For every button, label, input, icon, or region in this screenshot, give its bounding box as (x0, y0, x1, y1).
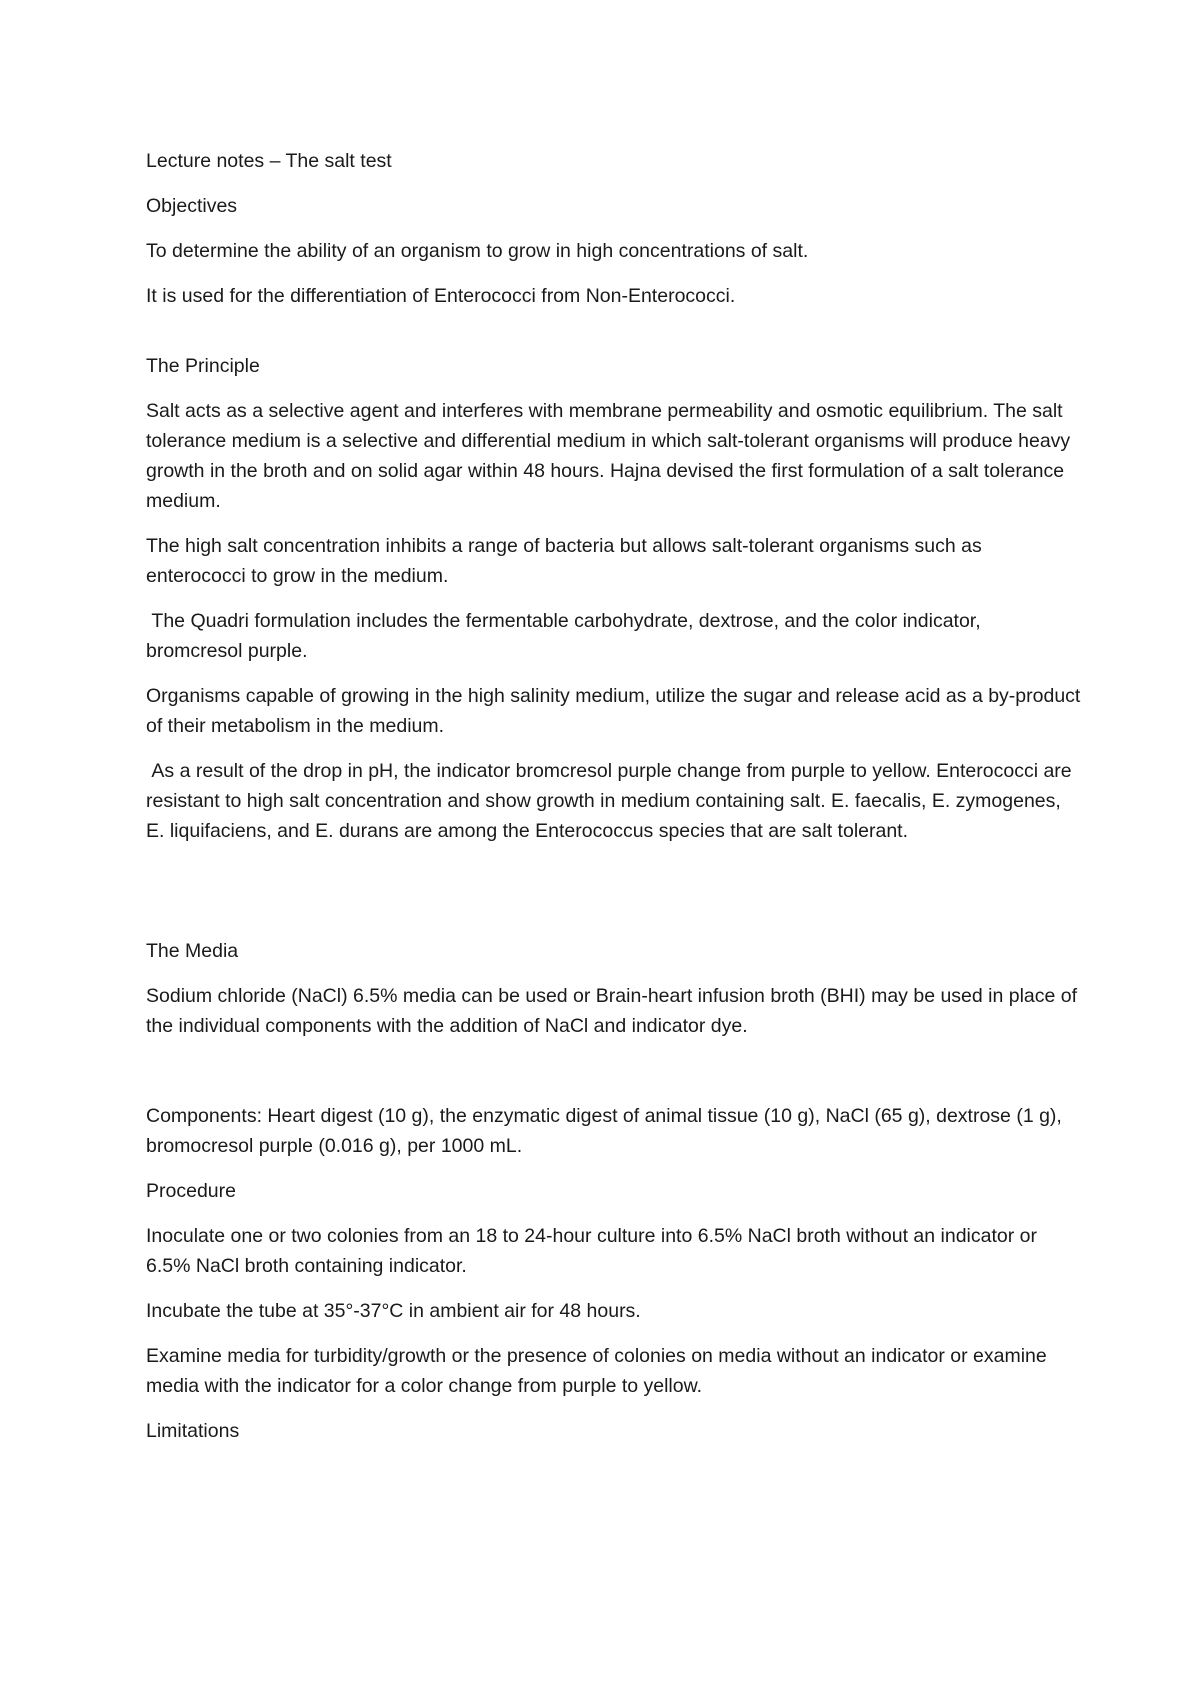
document-title: Lecture notes – The salt test (146, 150, 392, 172)
procedure-step-2: Incubate the tube at 35°-37°C in ambient air for 48 hours. (146, 1300, 641, 1322)
objectives-heading: Objectives (146, 195, 238, 217)
procedure-step-1: Inoculate one or two colonies from an 18 to 24-hour culture into 6.5% NaCl broth without an indicator or 6.5% NaCl broth containing indicator. (146, 1225, 1043, 1277)
principle-heading: The Principle (146, 355, 260, 377)
components-paragraph: Components: Heart digest (10 g), the enzymatic digest of animal tissue (10 g), NaCl (65 g), dextrose (1 g), bromocresol purple (0.016 g), per 1000 mL. (146, 1105, 1068, 1157)
principle-paragraph-1: Salt acts as a selective agent and interferes with membrane permeability and osmotic equilibrium. The salt tolerance medium is a selective and differential medium in which salt-tolerant organisms will produce heavy growth in the broth and on solid agar within 48 hours. Hajna devised the first formulation of a salt tolerance medium. (146, 400, 1076, 512)
procedure-heading: Procedure (146, 1180, 236, 1202)
principle-paragraph-4: Organisms capable of growing in the high salinity medium, utilize the sugar and release acid as a by-product of their metabolism in the medium. (146, 685, 1086, 737)
media-heading: The Media (146, 940, 239, 962)
principle-paragraph-5: As a result of the drop in pH, the indicator bromcresol purple change from purple to yellow. Enterococci are resistant to high salt concentration and show growth in medium containing salt. E. faecalis, E. zymogenes, E. liquifaciens, and E. durans are among the Enterococcus species that are salt tolerant. (146, 760, 1078, 842)
principle-paragraph-3: The Quadri formulation includes the fermentable carbohydrate, dextrose, and the color indicator, bromcresol purple. (146, 610, 987, 662)
media-paragraph: Sodium chloride (NaCl) 6.5% media can be used or Brain-heart infusion broth (BHI) may be used in place of the individual components with the addition of NaCl and indicator dye. (146, 985, 1083, 1037)
limitations-heading: Limitations (146, 1420, 240, 1442)
document-body (146, 146, 1086, 1461)
principle-paragraph-2: The high salt concentration inhibits a range of bacteria but allows salt-tolerant organisms such as enterococci to grow in the medium. (146, 535, 988, 587)
procedure-step-3: Examine media for turbidity/growth or the presence of colonies on media without an indicator or examine media with the indicator for a color change from purple to yellow. (146, 1345, 1053, 1397)
objectives-line-2: It is used for the differentiation of Enterococci from Non-Enterococci. (146, 285, 736, 307)
objectives-line-1: To determine the ability of an organism to grow in high concentrations of salt. (146, 240, 809, 262)
